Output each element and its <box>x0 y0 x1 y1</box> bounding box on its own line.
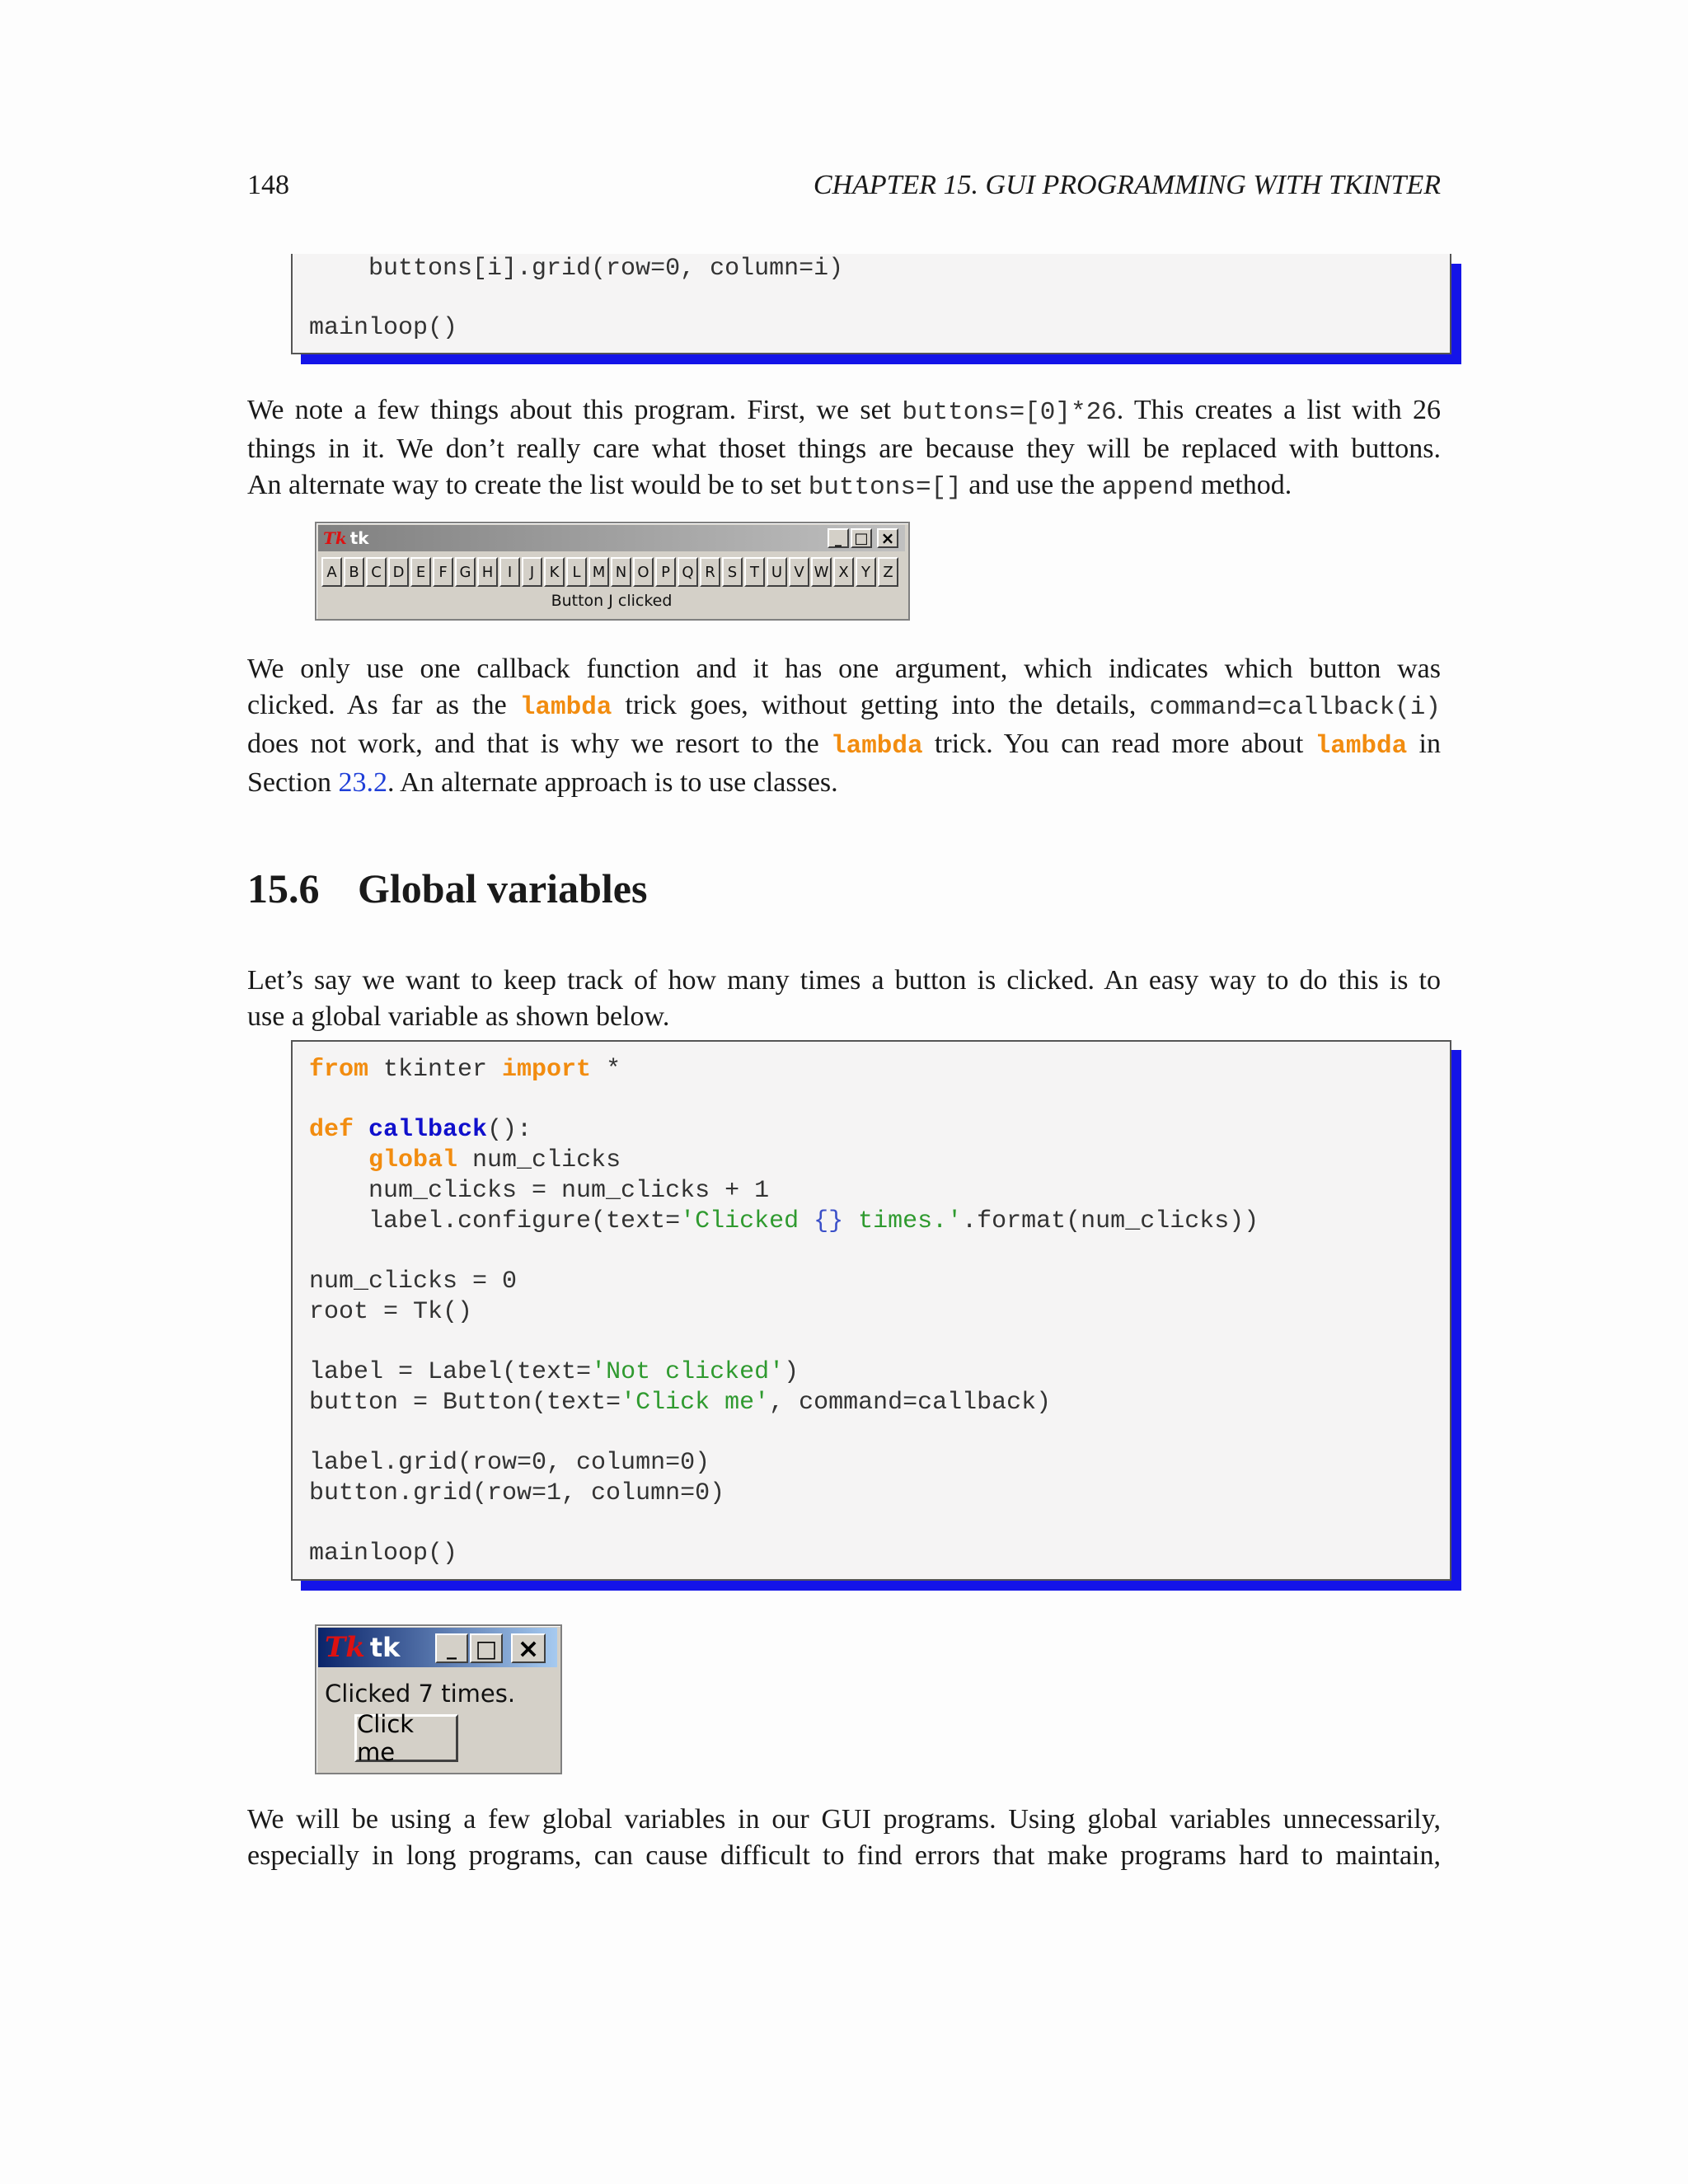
paragraph-1 <box>247 392 1441 506</box>
letter-button-g[interactable]: G <box>455 557 476 587</box>
code-text: * <box>591 1056 621 1084</box>
code-text: num_clicks <box>457 1146 621 1174</box>
letter-button-l[interactable]: L <box>566 557 587 587</box>
inline-code: buttons=[] <box>808 473 962 502</box>
code-line: button.grid(row=1, column=0) <box>309 1479 725 1507</box>
text: . This creates a list with 26 <box>1116 395 1441 425</box>
format-placeholder: {} <box>814 1207 844 1235</box>
letter-button-k[interactable]: K <box>544 557 565 587</box>
paragraph-line <box>247 392 1441 431</box>
inline-keyword: lambda <box>519 693 612 722</box>
section-number: 15.6 <box>247 865 320 912</box>
tk-logo-icon: Tk <box>323 528 347 548</box>
letter-button-a[interactable]: A <box>321 557 342 587</box>
letter-button-t[interactable]: T <box>744 557 765 587</box>
tk-logo-icon: Tk <box>325 1631 365 1664</box>
close-button[interactable]: × <box>877 528 898 548</box>
inline-code: append <box>1101 473 1194 502</box>
text: in <box>1407 729 1441 759</box>
paragraph-line: We only use one callback function and it has one argument, which indicates which button was <box>247 654 1441 684</box>
letter-button-c[interactable]: C <box>366 557 387 587</box>
maximize-button[interactable]: □ <box>470 1633 503 1663</box>
letter-button-y[interactable]: Y <box>856 557 876 587</box>
paragraph-2 <box>247 651 1441 801</box>
string: 'Not clicked' <box>591 1358 785 1386</box>
text: An alternate way to create the list would be to set <box>247 470 809 500</box>
letter-button-o[interactable]: O <box>633 557 654 587</box>
code-block-1 <box>291 254 1451 354</box>
window-title: tk <box>369 1632 401 1663</box>
code-line: mainloop() <box>309 314 458 342</box>
section-link[interactable]: 23.2 <box>338 767 387 798</box>
code-text: tkinter <box>368 1056 503 1084</box>
string: 'Clicked <box>680 1207 814 1235</box>
letter-button-q[interactable]: Q <box>678 557 698 587</box>
paragraph-line <box>247 765 1441 801</box>
letter-button-s[interactable]: S <box>722 557 743 587</box>
code-text: button = Button(text= <box>309 1389 621 1417</box>
letter-button-e[interactable]: E <box>410 557 431 587</box>
code-text: label = Label(text= <box>309 1358 592 1386</box>
paragraph-line: We will be using a few global variables in our GUI programs. Using global variables unnecessarily, <box>247 1804 1441 1835</box>
keyword: from <box>309 1056 369 1084</box>
text: trick goes, without getting into the details, <box>612 690 1150 720</box>
letter-button-b[interactable]: B <box>344 557 364 587</box>
letter-button-x[interactable]: X <box>833 557 854 587</box>
paragraph-line: things in it. We don’t really care what thoset things are because they will be replaced with buttons. <box>247 434 1441 464</box>
text: We note a few things about this program. First, we set <box>247 395 903 425</box>
text: . An alternate approach is to use classes. <box>387 767 838 798</box>
page-number: 148 <box>247 170 289 200</box>
paragraph-line <box>247 467 1441 506</box>
text: and use the <box>961 470 1102 500</box>
keyword: def <box>309 1116 354 1144</box>
paragraph-line: especially in long programs, can cause difficult to find errors that make programs hard to maintain, <box>247 1840 1441 1871</box>
letter-button-u[interactable]: U <box>767 557 787 587</box>
code-text: .format(num_clicks)) <box>962 1207 1259 1235</box>
inline-keyword: lambda <box>830 732 923 761</box>
string: times.' <box>843 1207 963 1235</box>
inline-keyword: lambda <box>1315 732 1408 761</box>
code-text: , command=callback) <box>769 1389 1052 1417</box>
letter-button-r[interactable]: R <box>700 557 720 587</box>
code-line: label.grid(row=0, column=0) <box>309 1449 710 1477</box>
letter-button-f[interactable]: F <box>433 557 453 587</box>
code-text: (): <box>487 1116 532 1144</box>
code-line: num_clicks = num_clicks + 1 <box>309 1177 770 1205</box>
text: method. <box>1193 470 1292 500</box>
text: does not work, and that is why we resort to the <box>247 729 831 759</box>
keyword: import <box>502 1056 592 1084</box>
code-line: mainloop() <box>309 1540 458 1568</box>
minimize-button[interactable]: _ <box>828 528 849 548</box>
string: 'Click me' <box>621 1389 770 1417</box>
letter-button-v[interactable]: V <box>789 557 809 587</box>
paragraph-line <box>247 726 1441 765</box>
code-line <box>309 1055 621 1085</box>
code-text: ) <box>784 1358 799 1386</box>
clicks-label: Clicked 7 times. <box>325 1680 516 1708</box>
letter-button-h[interactable]: H <box>477 557 498 587</box>
inline-code: buttons=[0]*26 <box>902 398 1117 427</box>
window-titlebar <box>318 525 905 551</box>
letter-button-z[interactable]: Z <box>878 557 898 587</box>
letter-button-d[interactable]: D <box>388 557 409 587</box>
paragraph-4 <box>247 1802 1441 1874</box>
code-line: buttons[i].grid(row=0, column=i) <box>309 255 844 283</box>
paragraph-line: Let’s say we want to keep track of how many times a button is clicked. An easy way to do this is to <box>247 965 1441 996</box>
letter-button-i[interactable]: I <box>499 557 520 587</box>
status-label: Button J clicked <box>551 592 673 610</box>
text: Section <box>247 767 339 798</box>
click-me-button[interactable]: Click me <box>354 1714 458 1762</box>
inline-code: command=callback(i) <box>1149 693 1442 722</box>
maximize-button[interactable]: □ <box>851 528 872 548</box>
paragraph-line <box>247 687 1441 726</box>
paragraph-3 <box>247 963 1441 1035</box>
code-text: label.configure(text= <box>309 1207 681 1235</box>
letter-button-n[interactable]: N <box>611 557 631 587</box>
paragraph-line: use a global variable as shown below. <box>247 1001 670 1032</box>
chapter-title: CHAPTER 15. GUI PROGRAMMING WITH TKINTER <box>813 170 1441 200</box>
window-title: tk <box>349 528 369 548</box>
section-title: Global variables <box>358 865 648 912</box>
text: clicked. As far as the <box>247 690 520 720</box>
code-line <box>309 1115 532 1145</box>
code-block-2 <box>291 1040 1451 1581</box>
keyword: global <box>368 1146 458 1174</box>
code-line <box>309 1207 1259 1236</box>
code-line <box>309 1388 1051 1418</box>
letter-button-m[interactable]: M <box>588 557 609 587</box>
letter-button-w[interactable]: W <box>811 557 832 587</box>
code-line: root = Tk() <box>309 1298 473 1326</box>
code-line: num_clicks = 0 <box>309 1268 518 1296</box>
minimize-button[interactable]: _ <box>435 1633 468 1663</box>
letter-button-p[interactable]: P <box>655 557 676 587</box>
function-name: callback <box>368 1116 488 1144</box>
code-line <box>309 1357 799 1387</box>
close-button[interactable]: × <box>511 1633 546 1663</box>
code-line <box>309 1146 621 1175</box>
text: trick. You can read more about <box>922 729 1315 759</box>
letter-button-j[interactable]: J <box>522 557 542 587</box>
